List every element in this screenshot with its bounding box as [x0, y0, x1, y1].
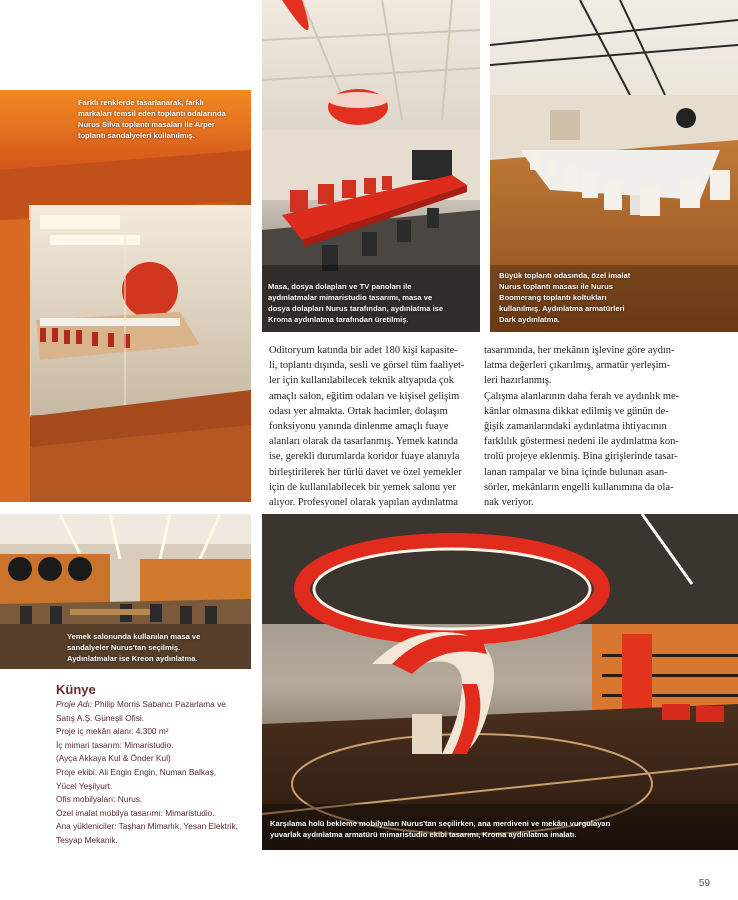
credits-project-value: Philip Morris Sabancı Pazarlama ve: [92, 699, 226, 709]
body-line: trolü projeye eklenmiş. Bina girişlerinde tasar-: [484, 451, 678, 463]
body-line: alıyor. Profesyonel olarak yapılan aydınlatma: [269, 497, 458, 509]
caption-line: Yemek salonunda kullanılan masa ve: [67, 632, 201, 641]
caption-line: Nurus Silva toplantı masaları ile Arper: [78, 120, 215, 129]
caption-photo1: [78, 97, 248, 141]
caption-line: sandalyeler Nurus'tan seçilmiş.: [67, 643, 181, 652]
body-line: amaçlı salon, eğitim odaları ve kişisel gelişim: [269, 390, 460, 402]
body-line: ğişik zamanlarındaki aydınlatma ihtiyacının: [484, 421, 667, 433]
credits-line: Özel imalat mobilya tasarımı: Mimaristudio.: [56, 807, 215, 818]
caption-photo4: [67, 631, 249, 664]
caption-line: Boomerang toplantı koltukları: [499, 293, 607, 302]
body-line: Çalışma alanlarının daha ferah ve aydınlık me-: [484, 390, 680, 402]
caption-photo5: [270, 818, 738, 840]
body-line: tasarımında, her mekânın işlevine göre aydın-: [484, 345, 675, 356]
photo-red-conference-table: [262, 0, 480, 332]
caption-line: Masa, dosya dolapları ve TV panoları ile: [268, 282, 412, 291]
body-line: latma değerleri çıkarılmış, armatür yerleşim-: [484, 360, 671, 372]
credits-project-label: Proje Adı:: [56, 699, 93, 709]
body-line: odası yer almakta. Ortak hacimler, dolaşım: [269, 405, 448, 417]
caption-line: Dark aydınlatma.: [499, 315, 560, 324]
body-line: ler için kullanılabilecek teknik altyapıda çok: [269, 375, 454, 387]
body-line: li, toplantı dışında, sesli ve görsel tüm faaliyet-: [269, 360, 465, 372]
body-line: alanları olarak da tasarlanmış. Yemek katında: [269, 436, 458, 448]
credits-line: Satış A.Ş. Güneşli Ofisi.: [56, 712, 145, 723]
caption-photo2: [268, 281, 478, 325]
credits-line: Ofis mobilyaları: Nurus.: [56, 794, 143, 805]
caption-line: Kroma aydınlatma tarafından üretilmiş.: [268, 315, 409, 324]
caption-line: Nurus toplantı masası ile Nurus: [499, 282, 613, 291]
credits-line: İç mimari tasarım: Mimaristudio.: [56, 739, 174, 750]
body-line: lanan rampalar ve bina içinde bulunan asan-: [484, 466, 668, 478]
body-line: farklılık göstermesi nedeni ile aydınlatma kon-: [484, 436, 679, 448]
page-number: 59: [698, 878, 710, 889]
caption-line: Karşılama holü bekleme mobilyaları Nurus'tan seçilirken, ana merdiveni ve mekânı vurgulayan: [270, 819, 611, 828]
credits-line: Ana yükleniciler: Taşhan Mimarlık, Yesan Elektrik,: [56, 821, 239, 832]
project-credits: [56, 682, 256, 848]
caption-line: toplantı sandalyeleri kullanılmış.: [78, 131, 195, 140]
body-text-column-2: [484, 343, 694, 510]
caption-line: kullanılmış. Aydınlatma armatürleri: [499, 304, 625, 313]
credits-line: Proje iç mekân alanı: 4.300 m²: [56, 726, 169, 737]
caption-line: Büyük toplantı odasında, özel imalat: [499, 271, 631, 280]
body-line: Oditoryum katında bir adet 180 kişi kapasite-: [269, 345, 458, 356]
body-text-column-1: [269, 343, 476, 510]
credits-line: Tesyap Mekanik.: [56, 834, 118, 845]
body-line: leri hazırlanmış.: [484, 375, 552, 387]
body-line: birleştirilerek her türlü davet ve özel yemekler: [269, 466, 462, 478]
credits-line: Proje ekibi: Ali Engin Engin, Numan Balkaş,: [56, 766, 217, 777]
body-line: nak veriyor.: [484, 497, 534, 509]
credits-line: Yücel Yeşilyurt.: [56, 780, 113, 791]
caption-line: dosya dolapları Nurus tarafından, aydınlatma ise: [268, 304, 444, 313]
photo-large-meeting-room: [490, 0, 738, 332]
caption-line: Aydınlatmalar ise Kreon aydınlatma.: [67, 654, 198, 663]
caption-photo3: [499, 270, 679, 325]
photo-meeting-room-glass: [0, 90, 251, 502]
photo-meeting-room-glass-illustration: [0, 90, 251, 502]
credits-title: Künye: [56, 682, 96, 697]
caption-line: Farklı renklerde tasarlanarak, farklı: [78, 98, 204, 107]
body-line: için de kullanılabilecek bir yemek salonu yer: [269, 481, 456, 493]
caption-line: aydınlatmalar mimaristudio tasarımı, masa ve: [268, 293, 433, 302]
body-line: kânlar olmasına dikkat edilmiş ve günün de-: [484, 405, 669, 417]
caption-line: yuvarlak aydınlatma armatürü mimaristudio ekibi tasarımı, Kroma aydınlatma imalatı.: [270, 830, 577, 839]
caption-line: markaları temsil eden toplantı odalarında: [78, 109, 226, 118]
credits-line: (Ayça Akkaya Kul & Önder Kul): [56, 753, 171, 764]
body-line: sörler, mekânların engelli kullanımına da ola-: [484, 481, 674, 493]
body-line: ise, gerekli durumlarda koridor fuaye alanıyla: [269, 451, 460, 463]
photo-dining-hall: [0, 514, 251, 669]
photo-reception-spiral-stair: [262, 514, 738, 850]
credits-line-project: [56, 698, 256, 712]
photo-reception-spiral-stair-illustration: [262, 514, 738, 850]
body-line: fonksiyonu yanında dinlenme amaçlı fuaye: [269, 421, 449, 433]
